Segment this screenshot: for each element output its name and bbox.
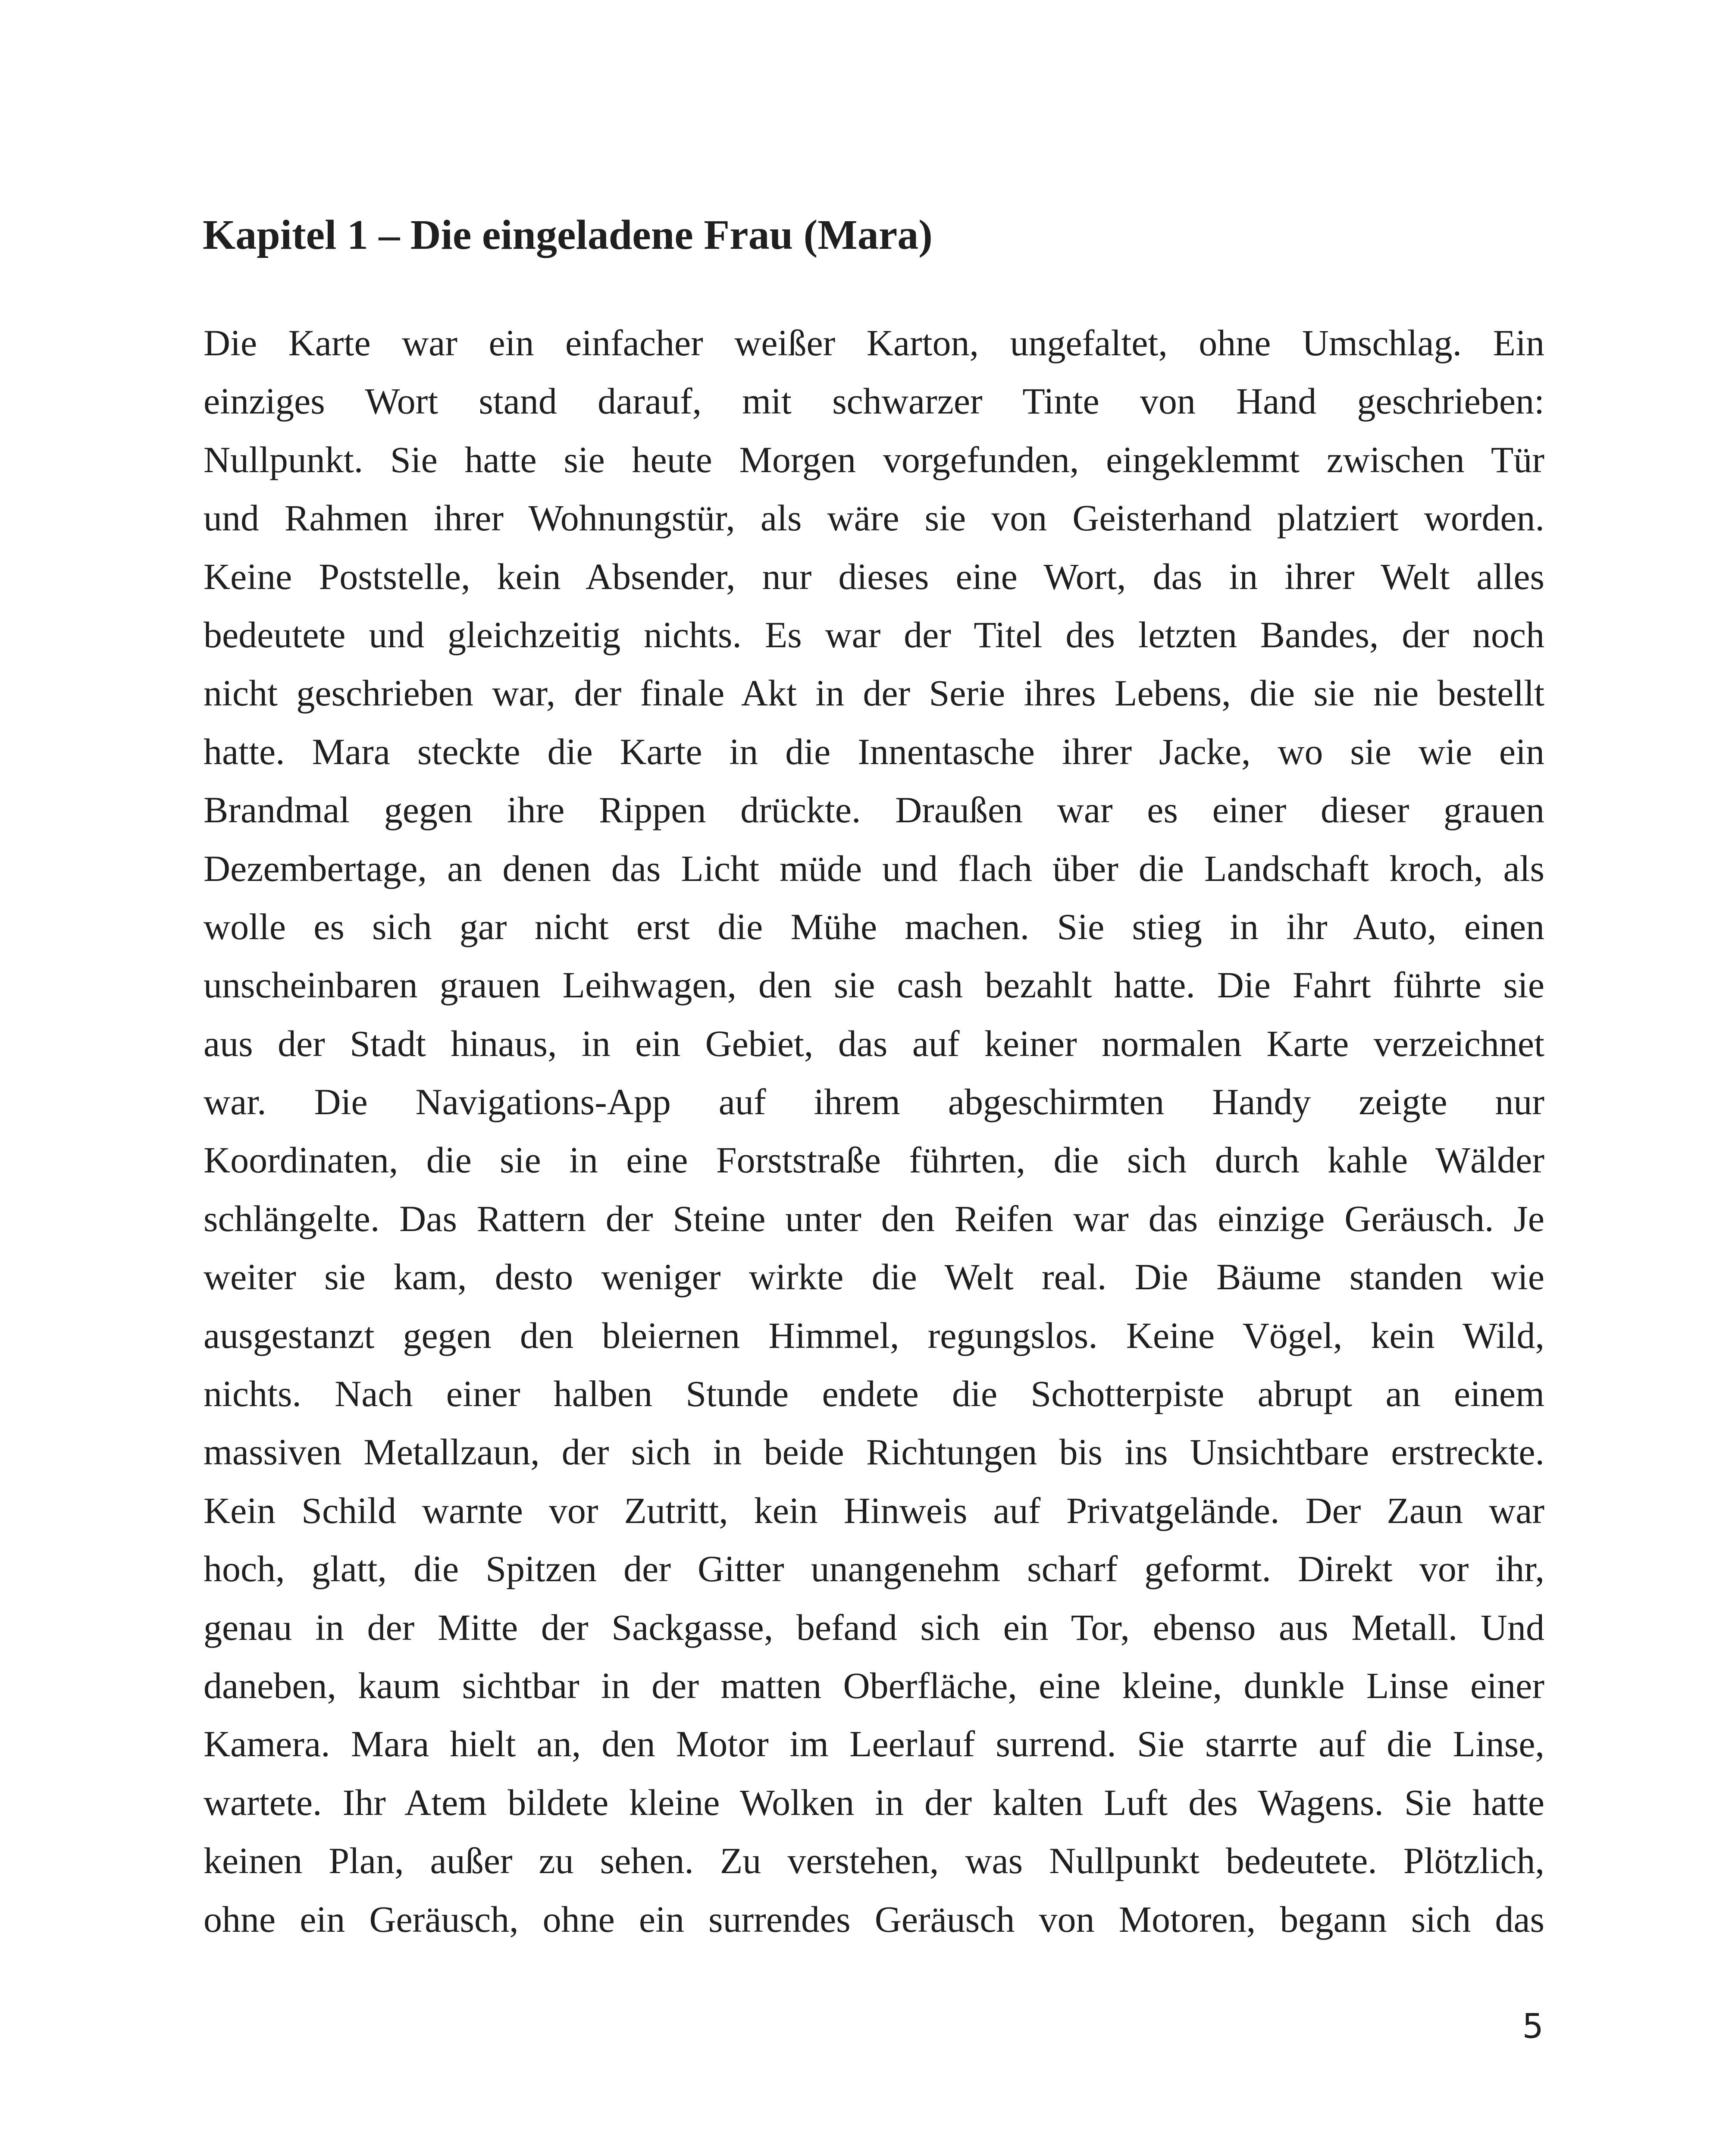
text-line: Keine Poststelle, kein Absender, nur dieses eine Wort, das in ihrer Welt alles <box>204 555 1544 597</box>
text-line: ausgestanzt gegen den bleiernen Himmel, regungslos. Keine Vögel, kein Wild, <box>204 1314 1544 1356</box>
text-line: nichts. Nach einer halben Stunde endete die Schotterpiste abrupt an einem <box>204 1373 1544 1415</box>
text-line: schlängelte. Das Rattern der Steine unter den Reifen war das einzige Geräusch. Je <box>204 1197 1544 1239</box>
text-line: aus der Stadt hinaus, in ein Gebiet, das auf keiner normalen Karte verzeichnet <box>204 1022 1544 1064</box>
chapter-title: Kapitel 1 – Die eingeladene Frau (Mara) <box>203 212 933 258</box>
text-line: weiter sie kam, desto weniger wirkte die Welt real. Die Bäume standen wie <box>204 1256 1544 1298</box>
text-line: hoch, glatt, die Spitzen der Gitter unangenehm scharf geformt. Direkt vor ihr, <box>204 1548 1544 1590</box>
text-line: ohne ein Geräusch, ohne ein surrendes Geräusch von Motoren, begann sich das <box>204 1898 1544 1940</box>
text-line: hatte. Mara steckte die Karte in die Innentasche ihrer Jacke, wo sie wie ein <box>204 730 1544 772</box>
text-line: wolle es sich gar nicht erst die Mühe machen. Sie stieg in ihr Auto, einen <box>204 906 1544 947</box>
text-line: einziges Wort stand darauf, mit schwarzer Tinte von Hand geschrieben: <box>204 380 1544 422</box>
text-line: daneben, kaum sichtbar in der matten Oberfläche, eine kleine, dunkle Linse einer <box>204 1664 1544 1706</box>
text-line: nicht geschrieben war, der finale Akt in der Serie ihres Lebens, die sie nie bestellt <box>204 672 1544 714</box>
text-line: Kein Schild warnte vor Zutritt, kein Hinweis auf Privatgelände. Der Zaun war <box>204 1489 1544 1531</box>
text-line: bedeutete und gleichzeitig nichts. Es war der Titel des letzten Bandes, der noch <box>204 614 1544 655</box>
text-line: wartete. Ihr Atem bildete kleine Wolken in der kalten Luft des Wagens. Sie hatte <box>204 1781 1544 1823</box>
body-text <box>204 314 1544 1949</box>
text-line: massiven Metallzaun, der sich in beide Richtungen bis ins Unsichtbare erstreckte. <box>204 1431 1544 1473</box>
page-number: 5 <box>1522 2007 1544 2046</box>
text-line: und Rahmen ihrer Wohnungstür, als wäre sie von Geisterhand platziert worden. <box>204 497 1544 539</box>
text-line: Kamera. Mara hielt an, den Motor im Leerlauf surrend. Sie starrte auf die Linse, <box>204 1723 1544 1765</box>
text-line: Nullpunkt. Sie hatte sie heute Morgen vorgefunden, eingeklemmt zwischen Tür <box>204 439 1544 480</box>
text-line: Brandmal gegen ihre Rippen drückte. Draußen war es einer dieser grauen <box>204 789 1544 831</box>
text-line: genau in der Mitte der Sackgasse, befand sich ein Tor, ebenso aus Metall. Und <box>204 1606 1544 1648</box>
text-line: war. Die Navigations-App auf ihrem abgeschirmten Handy zeigte nur <box>204 1081 1544 1123</box>
text-line: Die Karte war ein einfacher weißer Karton, ungefaltet, ohne Umschlag. Ein <box>204 322 1544 364</box>
text-line: Dezembertage, an denen das Licht müde und flach über die Landschaft kroch, als <box>204 847 1544 889</box>
text-line: keinen Plan, außer zu sehen. Zu verstehen, was Nullpunkt bedeutete. Plötzlich, <box>204 1840 1544 1882</box>
text-line: unscheinbaren grauen Leihwagen, den sie cash bezahlt hatte. Die Fahrt führte sie <box>204 964 1544 1006</box>
text-line: Koordinaten, die sie in eine Forststraße führten, die sich durch kahle Wälder <box>204 1139 1544 1181</box>
